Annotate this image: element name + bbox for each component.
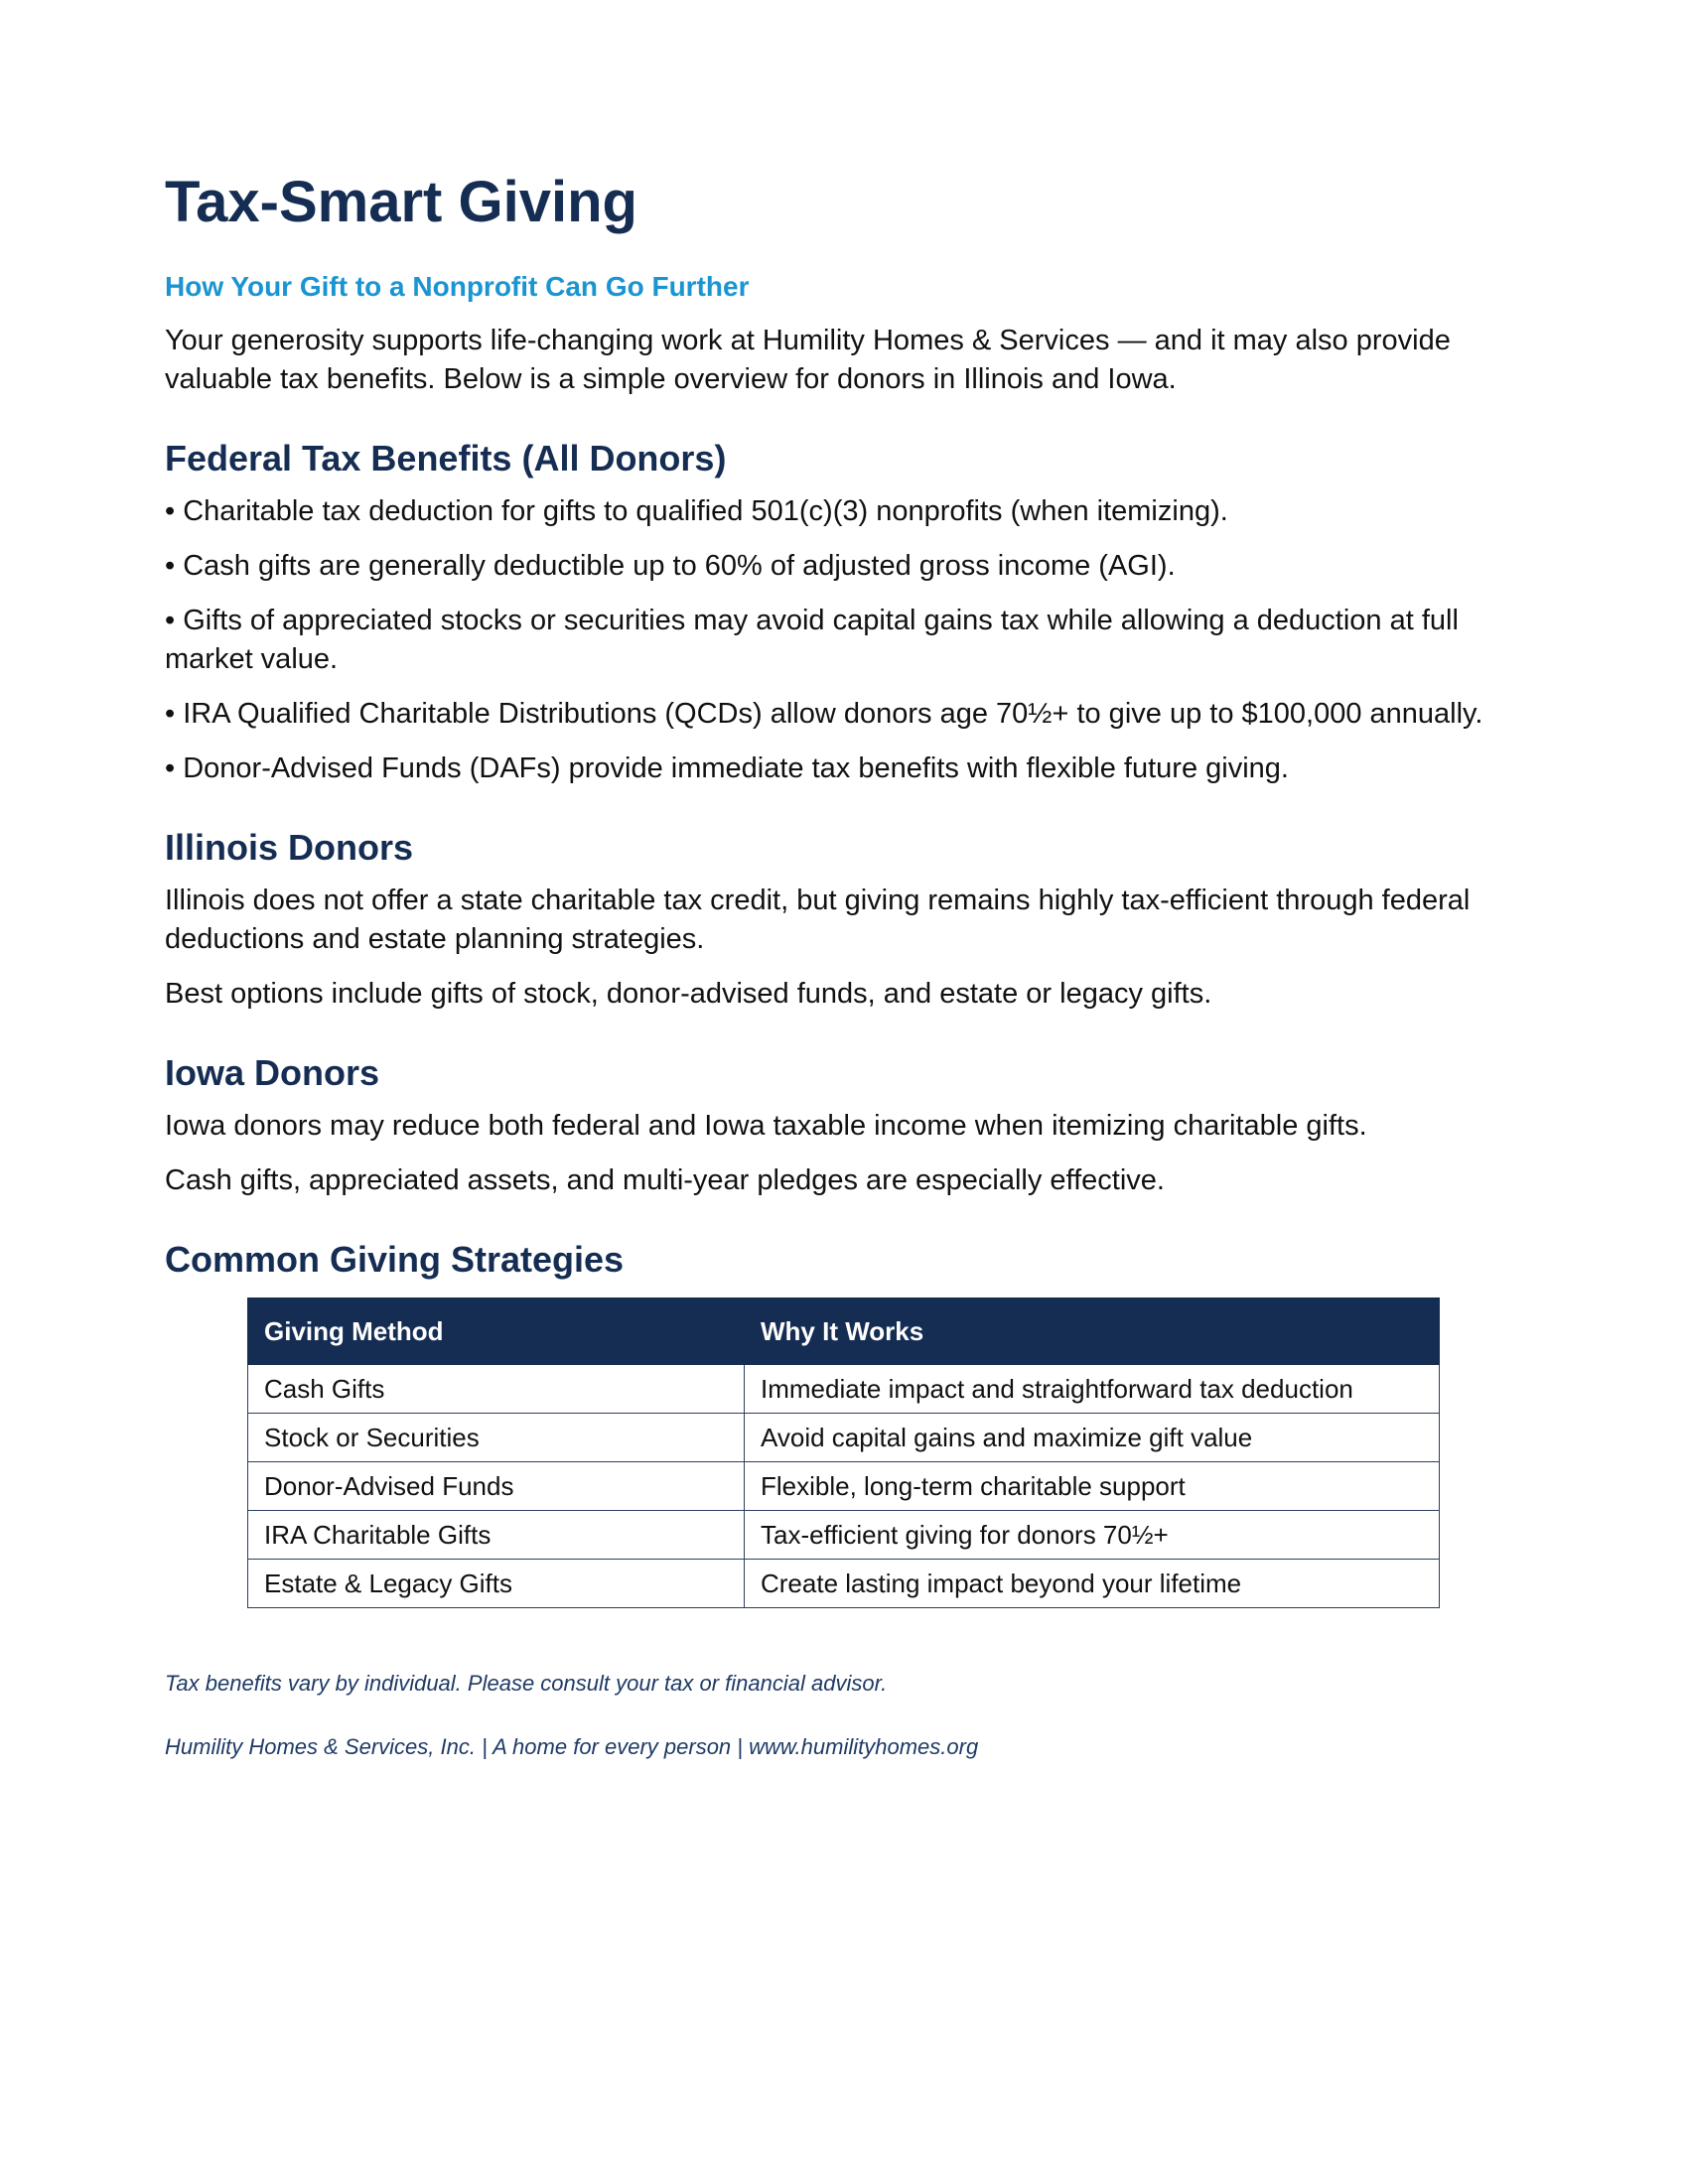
federal-bullet: • Charitable tax deduction for gifts to qualified 501(c)(3) nonprofits (when itemizing). [165,495,1228,527]
table-cell-method: Estate & Legacy Gifts [248,1560,745,1608]
table-cell-why: Tax-efficient giving for donors 70½+ [745,1511,1440,1560]
page-title: Tax-Smart Giving [165,170,637,234]
illinois-paragraph: Illinois does not offer a state charitable tax credit, but giving remains highly tax-efficient through federal deductions and estate planning strategies. [165,885,1471,955]
table-cell-method: Cash Gifts [248,1365,745,1414]
table-row [248,1511,1440,1560]
iowa-heading: Iowa Donors [165,1052,380,1093]
disclaimer-text: Tax benefits vary by individual. Please consult your tax or financial advisor. [165,1671,888,1696]
strategies-heading: Common Giving Strategies [165,1239,625,1280]
federal-heading: Federal Tax Benefits (All Donors) [165,438,727,478]
column-header-why: Why It Works [745,1298,1440,1365]
federal-bullet-list [165,492,1535,788]
intro-paragraph: Your generosity supports life-changing work at Humility Homes & Services — and it may also provide valuable tax benefits. Below is a simple overview for donors in Illinois and Iowa. [165,325,1451,395]
table-cell-method: Donor-Advised Funds [248,1462,745,1511]
federal-bullet: • Donor-Advised Funds (DAFs) provide immediate tax benefits with flexible future giving. [165,752,1289,784]
table-row [248,1462,1440,1511]
table-cell-why: Avoid capital gains and maximize gift value [745,1414,1440,1462]
column-header-method: Giving Method [248,1298,745,1365]
table-row [248,1560,1440,1608]
page-subtitle: How Your Gift to a Nonprofit Can Go Further [165,271,750,302]
illinois-paragraph: Best options include gifts of stock, donor-advised funds, and estate or legacy gifts. [165,978,1212,1010]
federal-bullet: • Gifts of appreciated stocks or securities may avoid capital gains tax while allowing a deduction at full market value. [165,605,1459,675]
strategies-table-wrapper [247,1297,1439,1608]
table-cell-why: Create lasting impact beyond your lifetime [745,1560,1440,1608]
strategies-table [247,1297,1440,1608]
table-row [248,1365,1440,1414]
document-page [165,167,1535,1761]
table-cell-method: IRA Charitable Gifts [248,1511,745,1560]
table-row [248,1414,1440,1462]
table-header-row [248,1298,1440,1365]
footer-org-line: Humility Homes & Services, Inc. | A home for every person | www.humilityhomes.org [165,1734,979,1759]
illinois-heading: Illinois Donors [165,827,414,868]
federal-bullet: • IRA Qualified Charitable Distributions (QCDs) allow donors age 70½+ to give up to $100,000 annually. [165,698,1483,730]
table-cell-why: Immediate impact and straightforward tax deduction [745,1365,1440,1414]
table-cell-method: Stock or Securities [248,1414,745,1462]
iowa-paragraph: Cash gifts, appreciated assets, and multi-year pledges are especially effective. [165,1164,1165,1196]
iowa-paragraph: Iowa donors may reduce both federal and Iowa taxable income when itemizing charitable gifts. [165,1110,1367,1142]
table-cell-why: Flexible, long-term charitable support [745,1462,1440,1511]
federal-bullet: • Cash gifts are generally deductible up to 60% of adjusted gross income (AGI). [165,550,1176,582]
